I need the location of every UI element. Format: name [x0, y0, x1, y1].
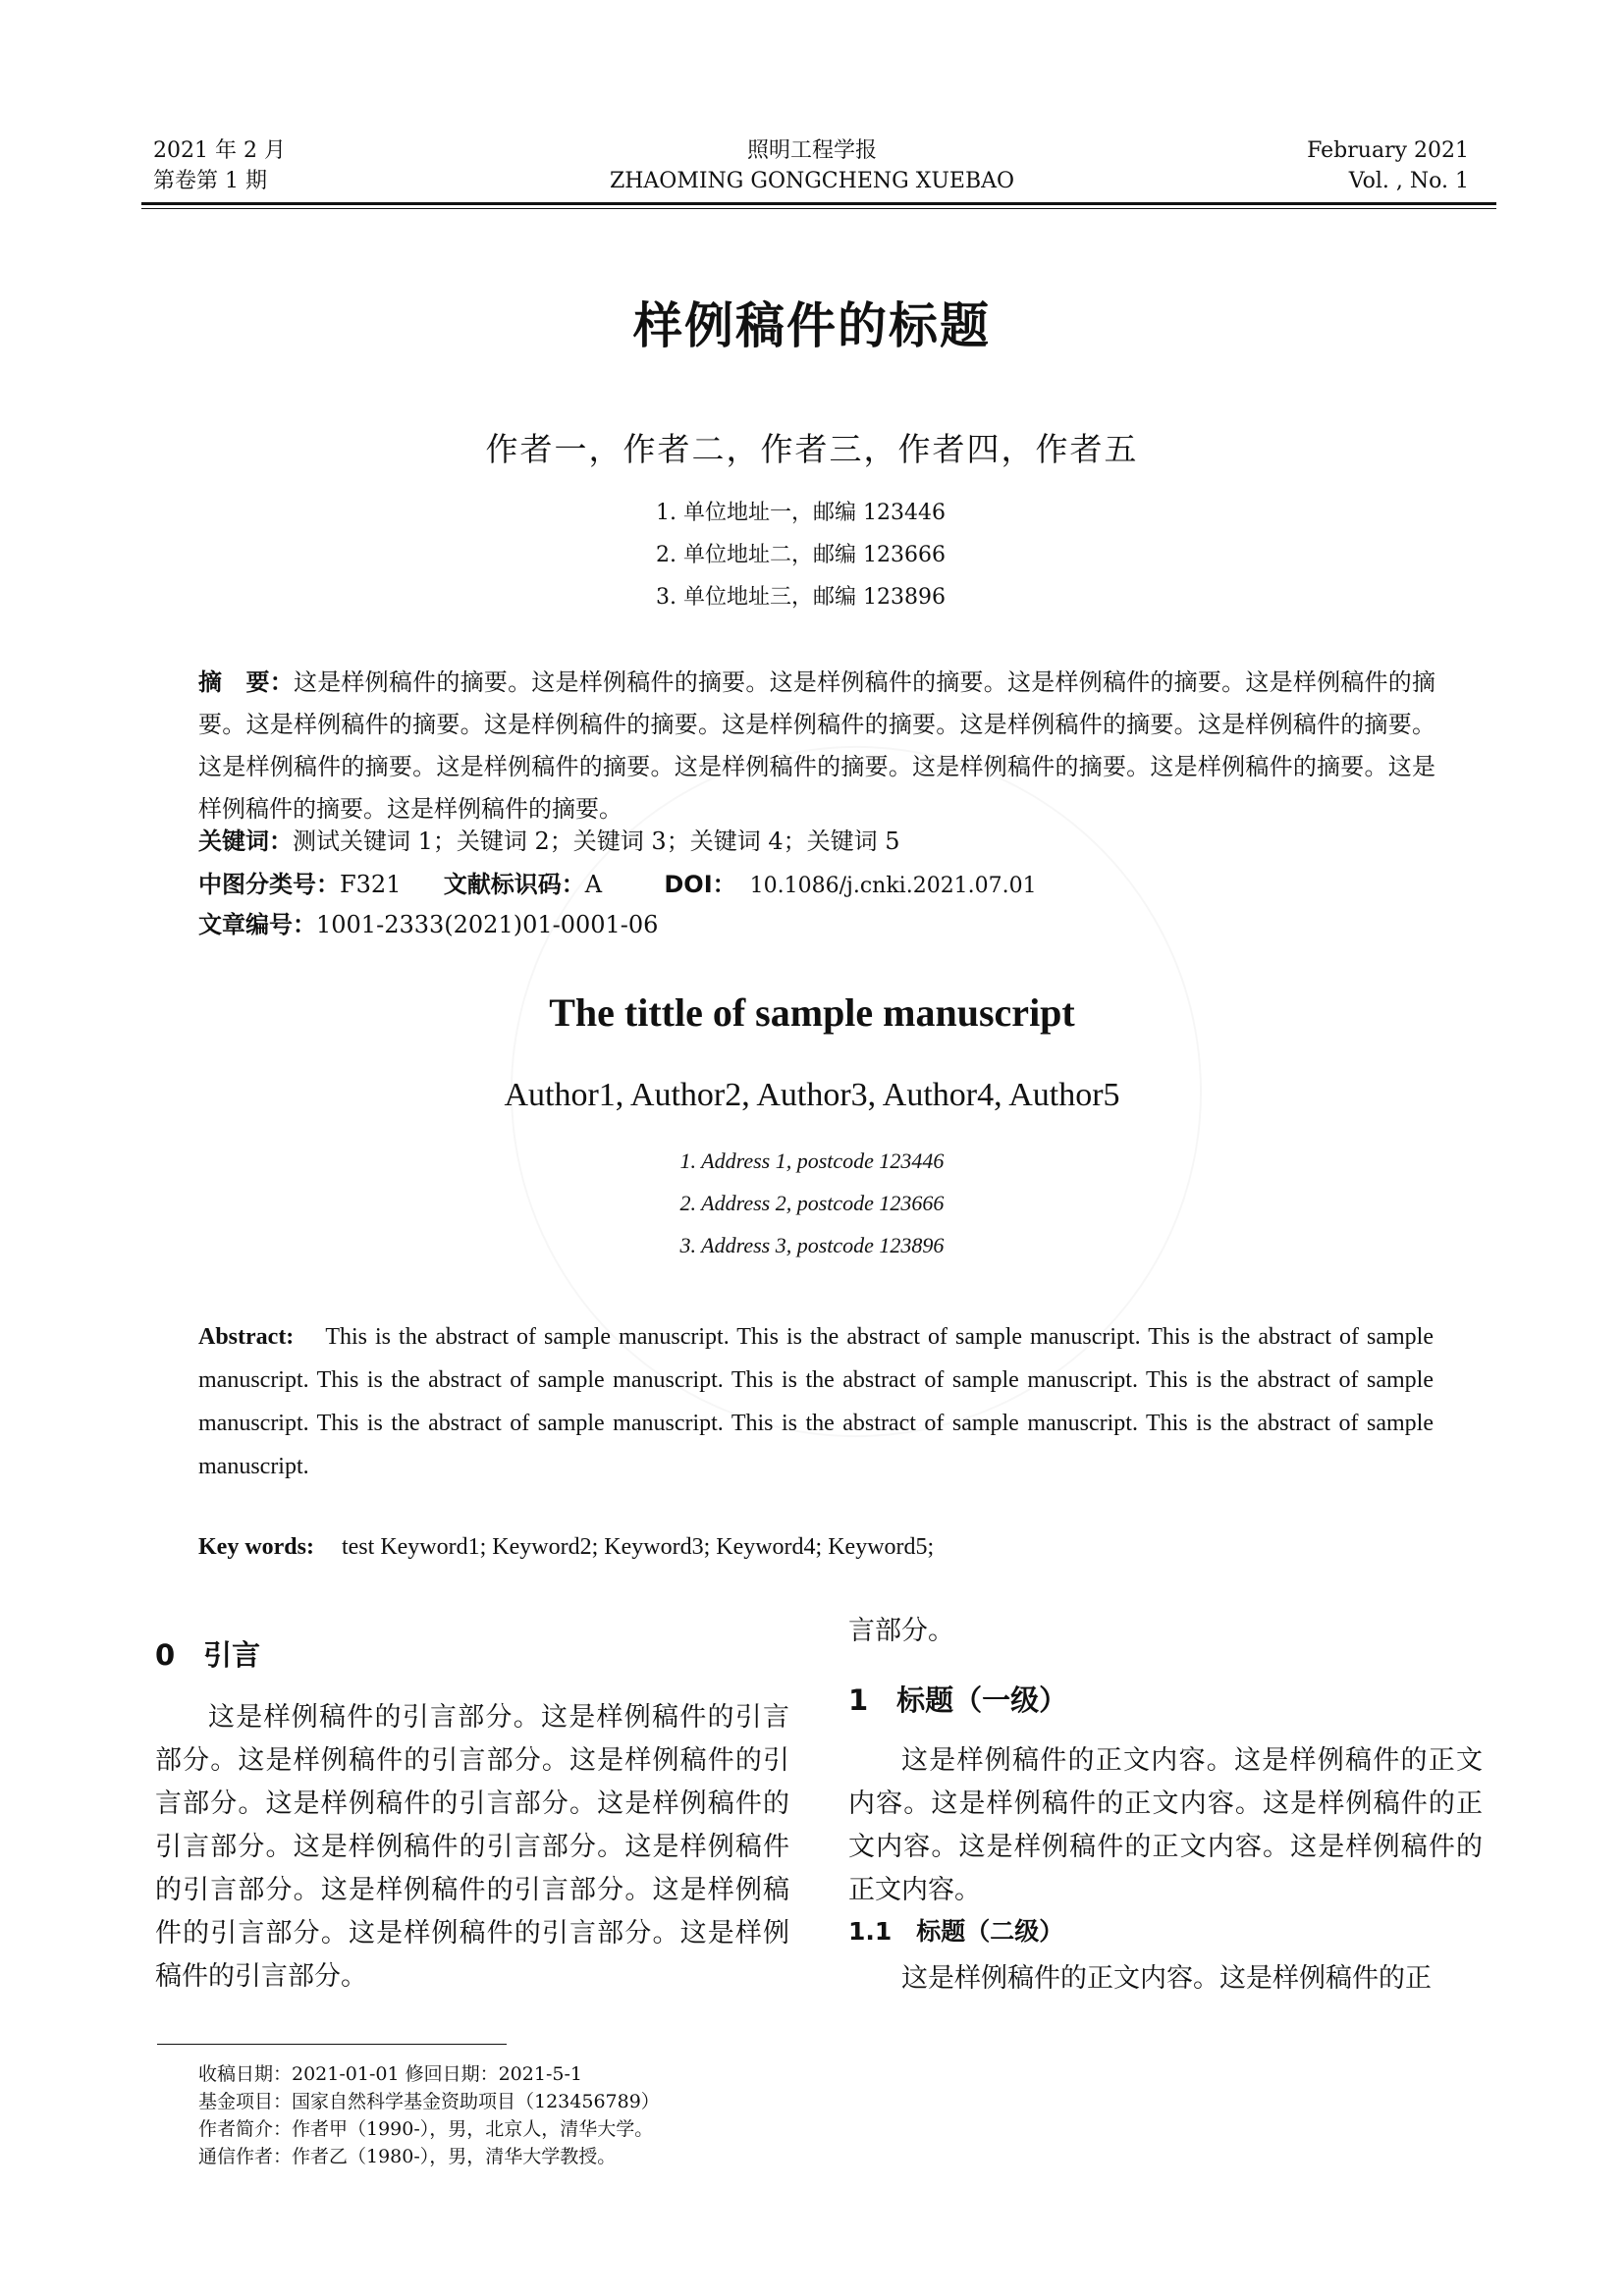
- section-heading-1: 1 标题（一级）: [848, 1683, 1068, 1717]
- abstract-en: [198, 1315, 1434, 1488]
- doi-label: DOI：: [664, 871, 736, 898]
- keywords-text-cn: 测试关键词 1；关键词 2；关键词 3；关键词 4；关键词 5: [293, 828, 900, 855]
- footnote-corresponding: 通信作者：作者乙（1980-），男，清华大学教授。: [198, 2146, 617, 2167]
- keywords-en: [198, 1527, 934, 1567]
- journal-name-cn: 照明工程学报: [746, 138, 877, 163]
- affiliation-en-2: 2. Address 2, postcode 123666: [679, 1191, 945, 1215]
- footnote-author-bio: 作者简介：作者甲（1990-），男，北京人，清华大学。: [198, 2118, 654, 2140]
- affiliation-cn-3: 3. 单位地址三，邮编 123896: [656, 585, 946, 610]
- affiliation-en-1: 1. Address 1, postcode 123446: [679, 1148, 945, 1173]
- author-list-en: Author1, Author2, Author3, Author4, Author5: [504, 1077, 1120, 1113]
- header-date-cn: 2021 年 2 月: [153, 138, 286, 163]
- header-date-en: February 2021: [1307, 138, 1469, 163]
- affiliation-cn-2: 2. 单位地址二，邮编 123666: [656, 543, 946, 567]
- header-issue-en: Vol. , No. 1: [1348, 169, 1469, 193]
- abstract-text-cn: 这是样例稿件的摘要。这是样例稿件的摘要。这是样例稿件的摘要。这是样例稿件的摘要。这是样例稿件的摘要。这是样例稿件的摘要。这是样例稿件的摘要。这是样例稿件的摘要。这是样例稿件的摘要。这是样例稿件的摘要。这是样例稿件的摘要。这是样例稿件的摘要。这是样例稿件的摘要。这是样例稿件的摘要。这是样例稿件的摘要。这是样例稿件的摘要。这是样例稿件的摘要。: [198, 668, 1436, 823]
- footnote-rule: [157, 2044, 507, 2045]
- abstract-cn: [198, 662, 1435, 830]
- section-1-paragraph: 这是样例稿件的正文内容。这是样例稿件的正文内容。这是样例稿件的正文内容。这是样例稿件的正文内容。这是样例稿件的正文内容。这是样例稿件的正文内容。: [848, 1745, 1483, 1905]
- keywords-text-en: test Keyword1; Keyword2; Keyword3; Keyword4; Keyword5;: [341, 1534, 935, 1560]
- section-heading-0: 0 引言: [155, 1638, 261, 1672]
- header-center: [141, 135, 1483, 196]
- classification-line: [198, 868, 1037, 903]
- section-0-paragraph: 这是样例稿件的引言部分。这是样例稿件的引言部分。这是样例稿件的引言部分。这是样例稿件的引言部分。这是样例稿件的引言部分。这是样例稿件的引言部分。这是样例稿件的引言部分。这是样例稿件的引言部分。这是样例稿件的引言部分。这是样例稿件的引言部分。这是样例稿件的引言部分。这是样例稿件的引言部分。: [155, 1702, 789, 1992]
- footnote-funding: 基金项目：国家自然科学基金资助项目（123456789）: [198, 2091, 660, 2112]
- section-1-1-paragraph: 这是样例稿件的正文内容。这是样例稿件的正: [901, 1963, 1432, 1994]
- section-0-continued: 言部分。: [848, 1616, 954, 1646]
- journal-name-pinyin: ZHAOMING GONGCHENG XUEBAO: [609, 169, 1015, 193]
- keywords-label-cn: 关键词：: [198, 828, 293, 855]
- doi-value: 10.1086/j.cnki.2021.07.01: [749, 874, 1037, 898]
- running-header: [141, 135, 1483, 200]
- paper-title-en: The tittle of sample manuscript: [549, 990, 1075, 1035]
- footnote-dates: 收稿日期：2021-01-01 修回日期：2021-5-1: [198, 2063, 582, 2085]
- abstract-text-en: This is the abstract of sample manuscript. This is the abstract of sample manuscript. This is the abstract of sample manuscript. This is the abstract of sample manuscript. This is the abstract of sample manuscript. This is the abstract of sample manuscript. This is the abstract of sample manuscript. This is the abstract of sample manuscript. This is the abstract of sample manuscript.: [198, 1324, 1434, 1479]
- keywords-label-en: Key words:: [198, 1534, 314, 1560]
- header-issue-cn: 第卷第 1 期: [153, 169, 267, 193]
- header-rule-thin: [141, 208, 1496, 209]
- doc-code-value: A: [584, 871, 603, 898]
- author-list-cn: 作者一，作者二，作者三，作者四，作者五: [485, 430, 1139, 468]
- affiliation-en-3: 3. Address 3, postcode 123896: [679, 1233, 945, 1257]
- section-heading-1-1: 1.1 标题（二级）: [848, 1917, 1064, 1946]
- affiliation-cn-1: 1. 单位地址一，邮编 123446: [656, 501, 946, 525]
- keywords-cn: [198, 825, 900, 858]
- abstract-label-cn: 摘 要：: [198, 668, 294, 696]
- doc-code-label: 文献标识码：: [443, 871, 585, 898]
- abstract-label-en: Abstract:: [198, 1324, 295, 1350]
- header-rule-thick: [141, 202, 1496, 205]
- article-number-label: 文章编号：: [198, 911, 316, 938]
- clc-value: F321: [340, 871, 402, 898]
- article-number-value: 1001-2333(2021)01-0001-06: [316, 911, 659, 938]
- header-right: [1307, 135, 1469, 196]
- clc-label: 中图分类号：: [198, 871, 340, 898]
- article-number-line: [198, 908, 658, 941]
- paper-title-cn: 样例稿件的标题: [633, 297, 991, 354]
